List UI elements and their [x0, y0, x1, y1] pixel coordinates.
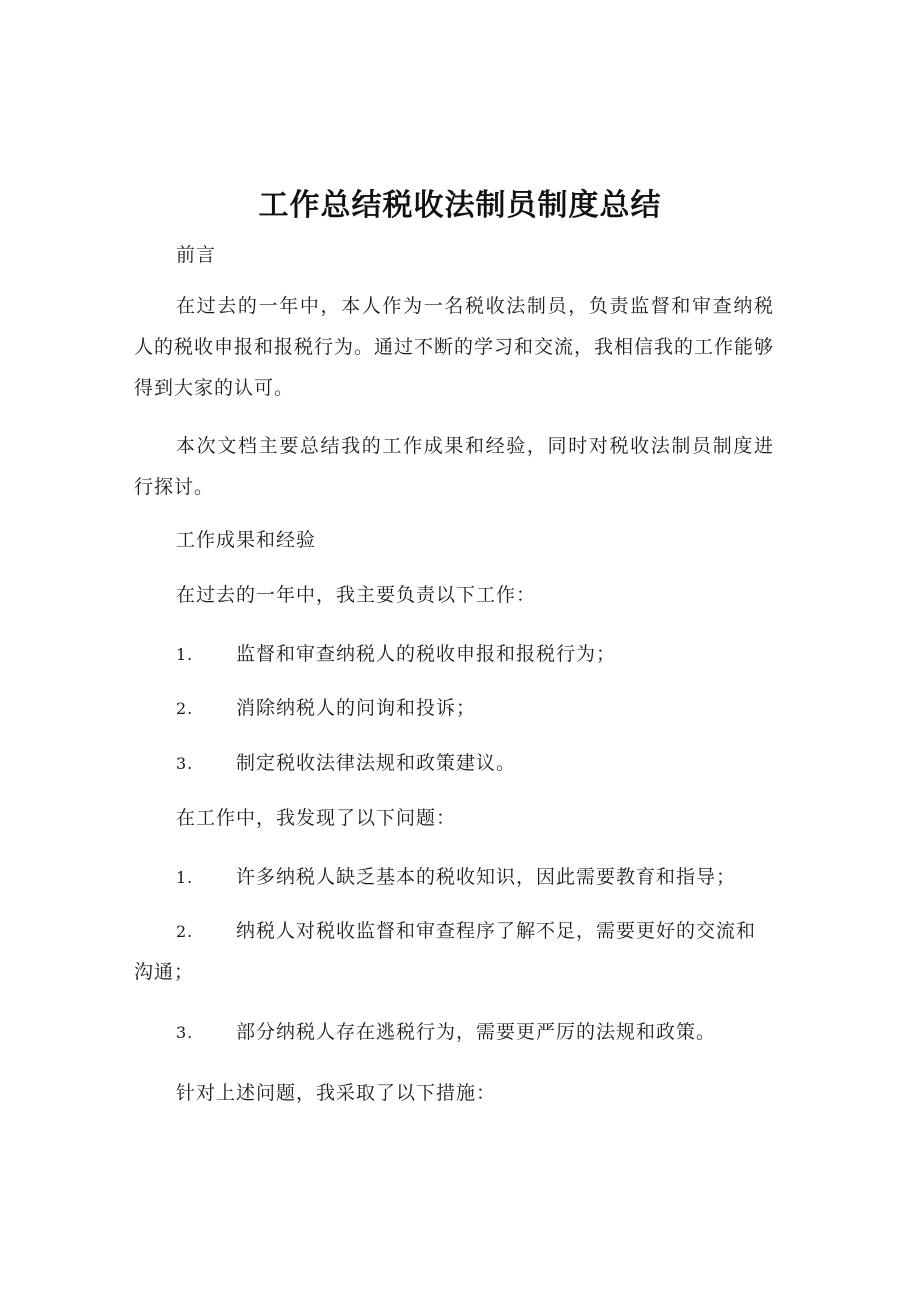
preface-paragraph-2: 本次文档主要总结我的工作成果和经验，同时对税收法制员制度进行探讨。	[134, 435, 774, 498]
work-intro: 在过去的一年中，我主要负责以下工作：	[176, 584, 537, 606]
list-item-text: 制定税收法律法规和政策建议。	[236, 752, 517, 774]
work-list-item	[134, 743, 774, 784]
list-item-number: 3.	[176, 754, 194, 773]
list-item-text: 许多纳税人缺乏基本的税收知识，因此需要教育和指导；	[236, 866, 737, 888]
problem-list-item	[134, 857, 774, 898]
list-item-text: 纳税人对税收监督和审查程序了解不足，需要更好的交流和沟通；	[134, 920, 757, 983]
section-heading-work: 工作成果和经验	[176, 529, 317, 551]
list-item-text: 消除纳税人的问询和投诉；	[236, 697, 477, 719]
list-item-text: 监督和审查纳税人的税收申报和报税行为；	[236, 643, 617, 665]
problem-list-item	[134, 1012, 774, 1053]
work-list-item	[134, 634, 774, 675]
section-heading-preface: 前言	[176, 244, 217, 266]
problems-intro: 在工作中，我发现了以下问题：	[176, 807, 457, 829]
preface-paragraph-1: 在过去的一年中，本人作为一名税收法制员，负责监督和审查纳税人的税收申报和报税行为。通过不断的学习和交流，我相信我的工作能够得到大家的认可。	[134, 295, 775, 399]
list-item-text: 部分纳税人存在逃税行为，需要更严厉的法规和政策。	[236, 1021, 717, 1043]
list-item-number: 1.	[176, 868, 194, 887]
problem-list-item	[134, 911, 774, 993]
list-item-number: 2.	[176, 699, 194, 718]
document-title: 工作总结税收法制员制度总结	[258, 188, 662, 223]
work-list-item	[134, 688, 774, 729]
list-item-number: 3.	[176, 1023, 194, 1042]
list-item-number: 2.	[176, 922, 194, 941]
list-item-number: 1.	[176, 645, 194, 664]
measures-intro: 针对上述问题，我采取了以下措施：	[176, 1082, 497, 1104]
